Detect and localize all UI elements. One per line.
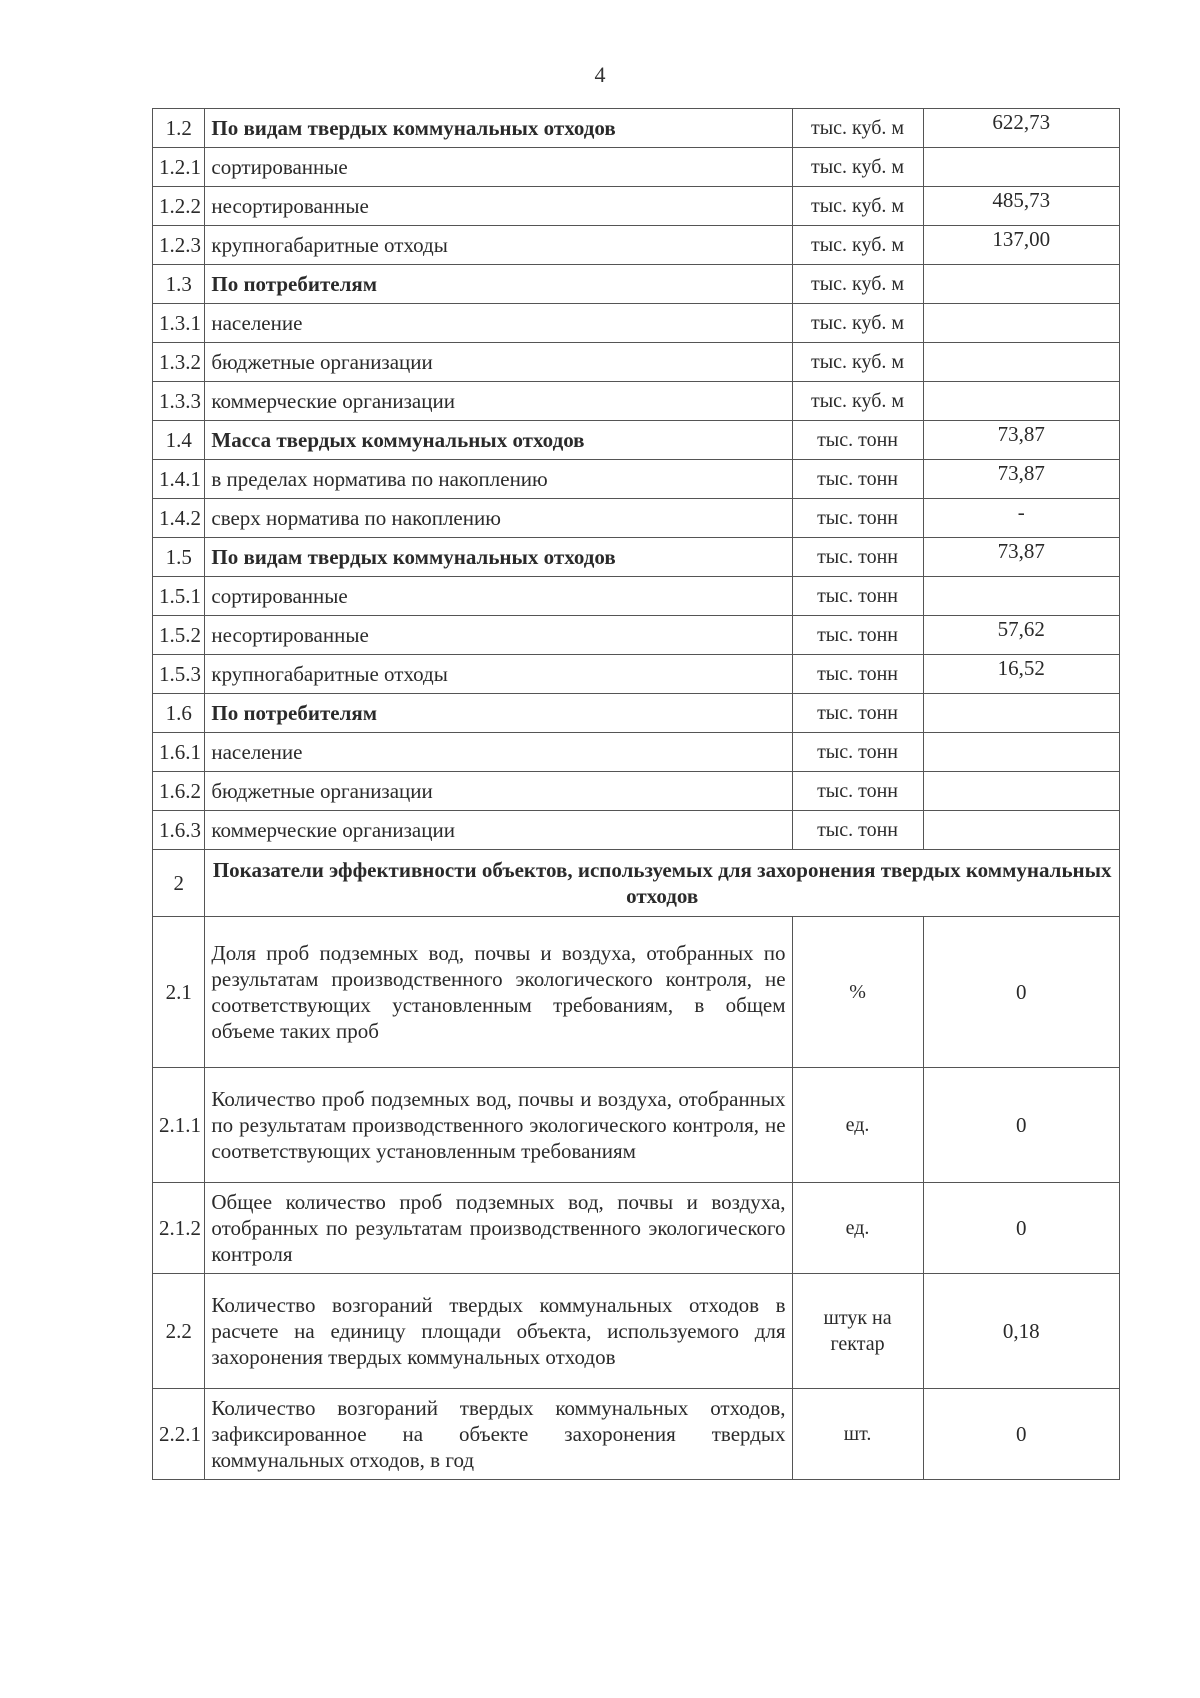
table-row <box>153 304 1120 343</box>
row-number: 1.6.1 <box>153 733 205 772</box>
row-unit: тыс. тонн <box>792 655 923 694</box>
section-header-row <box>153 850 1120 917</box>
row-value: 57,62 <box>923 616 1119 655</box>
row-indicator-name: бюджетные организации <box>205 343 792 382</box>
row-number: 1.6.3 <box>153 811 205 850</box>
row-indicator-name: крупногабаритные отходы <box>205 226 792 265</box>
table-row <box>153 1274 1120 1389</box>
row-unit: тыс. тонн <box>792 733 923 772</box>
table-row <box>153 1068 1120 1183</box>
page-number: 4 <box>594 62 606 87</box>
row-unit: тыс. куб. м <box>792 265 923 304</box>
row-number: 1.5.2 <box>153 616 205 655</box>
row-unit: тыс. куб. м <box>792 304 923 343</box>
table-row <box>153 187 1120 226</box>
indicators-table-body <box>153 109 1120 1480</box>
table-row <box>153 109 1120 148</box>
row-indicator-name: Количество возгораний твердых коммунальных отходов в расчете на единицу площади объекта, используемого для захоронения твердых коммунальных отходов <box>205 1274 792 1389</box>
row-unit: тыс. тонн <box>792 577 923 616</box>
row-value <box>923 382 1119 421</box>
row-value <box>923 343 1119 382</box>
row-number: 1.4.1 <box>153 460 205 499</box>
row-unit: шт. <box>792 1389 923 1480</box>
row-indicator-name: Количество возгораний твердых коммунальных отходов, зафиксированное на объекте захоронения твердых коммунальных отходов, в год <box>205 1389 792 1480</box>
row-unit: тыс. тонн <box>792 772 923 811</box>
row-value <box>923 577 1119 616</box>
row-indicator-name: По видам твердых коммунальных отходов <box>205 538 792 577</box>
row-value <box>923 811 1119 850</box>
row-value: 622,73 <box>923 109 1119 148</box>
row-value: 0 <box>923 1068 1119 1183</box>
row-unit: тыс. тонн <box>792 616 923 655</box>
row-value: 0 <box>923 1389 1119 1480</box>
row-unit: тыс. тонн <box>792 538 923 577</box>
row-unit: тыс. тонн <box>792 460 923 499</box>
row-indicator-name: бюджетные организации <box>205 772 792 811</box>
row-number: 2.2 <box>153 1274 205 1389</box>
row-indicator-name: коммерческие организации <box>205 382 792 421</box>
row-number: 1.2.3 <box>153 226 205 265</box>
table-row <box>153 382 1120 421</box>
row-value <box>923 733 1119 772</box>
row-number: 2.1.2 <box>153 1183 205 1274</box>
row-indicator-name: По потребителям <box>205 265 792 304</box>
row-indicator-name: крупногабаритные отходы <box>205 655 792 694</box>
row-indicator-name: По потребителям <box>205 694 792 733</box>
row-number: 2.2.1 <box>153 1389 205 1480</box>
row-number: 1.4 <box>153 421 205 460</box>
row-value <box>923 304 1119 343</box>
row-unit: тыс. куб. м <box>792 109 923 148</box>
row-value: 137,00 <box>923 226 1119 265</box>
row-number: 1.3 <box>153 265 205 304</box>
row-indicator-name: сверх норматива по накоплению <box>205 499 792 538</box>
row-indicator-name: Масса твердых коммунальных отходов <box>205 421 792 460</box>
row-indicator-name: население <box>205 733 792 772</box>
row-value: 16,52 <box>923 655 1119 694</box>
table-row <box>153 811 1120 850</box>
row-number: 1.2 <box>153 109 205 148</box>
row-value: 73,87 <box>923 460 1119 499</box>
row-unit: штук на гектар <box>792 1274 923 1389</box>
row-number: 2.1.1 <box>153 1068 205 1183</box>
row-indicator-name: коммерческие организации <box>205 811 792 850</box>
row-unit: тыс. куб. м <box>792 187 923 226</box>
row-value: 485,73 <box>923 187 1119 226</box>
row-value <box>923 265 1119 304</box>
row-number: 1.3.1 <box>153 304 205 343</box>
row-indicator-name: Доля проб подземных вод, почвы и воздуха, отобранных по результатам производственного экологического контроля, не соответствующих установленным требованиям, в общем объеме таких проб <box>205 917 792 1068</box>
row-value: 0 <box>923 1183 1119 1274</box>
row-value <box>923 772 1119 811</box>
row-number: 1.5.1 <box>153 577 205 616</box>
row-unit: ед. <box>792 1068 923 1183</box>
row-unit: тыс. куб. м <box>792 343 923 382</box>
row-unit: тыс. тонн <box>792 694 923 733</box>
section-number: 2 <box>153 850 205 917</box>
row-number: 1.6 <box>153 694 205 733</box>
row-unit: % <box>792 917 923 1068</box>
row-value: - <box>923 499 1119 538</box>
table-row <box>153 265 1120 304</box>
row-number: 1.2.2 <box>153 187 205 226</box>
row-number: 1.6.2 <box>153 772 205 811</box>
row-indicator-name: в пределах норматива по накоплению <box>205 460 792 499</box>
table-row <box>153 1389 1120 1480</box>
table-row <box>153 343 1120 382</box>
table-row <box>153 226 1120 265</box>
row-number: 1.3.2 <box>153 343 205 382</box>
table-row <box>153 733 1120 772</box>
table-row <box>153 772 1120 811</box>
row-indicator-name: Количество проб подземных вод, почвы и воздуха, отобранных по результатам производственного экологического контроля, не соответствующих установленным требованиям <box>205 1068 792 1183</box>
table-row <box>153 694 1120 733</box>
row-value: 73,87 <box>923 421 1119 460</box>
row-indicator-name: население <box>205 304 792 343</box>
row-unit: тыс. тонн <box>792 499 923 538</box>
row-unit: тыс. тонн <box>792 421 923 460</box>
row-value: 0,18 <box>923 1274 1119 1389</box>
row-number: 1.3.3 <box>153 382 205 421</box>
table-row <box>153 148 1120 187</box>
row-indicator-name: несортированные <box>205 616 792 655</box>
table-row <box>153 421 1120 460</box>
table-row <box>153 655 1120 694</box>
row-unit: тыс. куб. м <box>792 226 923 265</box>
table-row <box>153 616 1120 655</box>
row-indicator-name: По видам твердых коммунальных отходов <box>205 109 792 148</box>
row-indicator-name: сортированные <box>205 577 792 616</box>
row-unit: тыс. куб. м <box>792 148 923 187</box>
row-indicator-name: несортированные <box>205 187 792 226</box>
section-title: Показатели эффективности объектов, используемых для захоронения твердых коммунальных отходов <box>205 850 1120 917</box>
row-unit: тыс. куб. м <box>792 382 923 421</box>
table-row <box>153 917 1120 1068</box>
row-number: 1.5 <box>153 538 205 577</box>
row-value: 0 <box>923 917 1119 1068</box>
row-number: 1.4.2 <box>153 499 205 538</box>
row-number: 1.2.1 <box>153 148 205 187</box>
row-indicator-name: Общее количество проб подземных вод, почвы и воздуха, отобранных по результатам производственного экологического контроля <box>205 1183 792 1274</box>
row-unit: тыс. тонн <box>792 811 923 850</box>
table-row <box>153 538 1120 577</box>
row-indicator-name: сортированные <box>205 148 792 187</box>
row-number: 1.5.3 <box>153 655 205 694</box>
row-number: 2.1 <box>153 917 205 1068</box>
row-unit: ед. <box>792 1183 923 1274</box>
row-value <box>923 148 1119 187</box>
table-row <box>153 499 1120 538</box>
table-row <box>153 1183 1120 1274</box>
indicators-table <box>152 108 1120 1480</box>
row-value: 73,87 <box>923 538 1119 577</box>
row-value <box>923 694 1119 733</box>
table-row <box>153 460 1120 499</box>
table-row <box>153 577 1120 616</box>
